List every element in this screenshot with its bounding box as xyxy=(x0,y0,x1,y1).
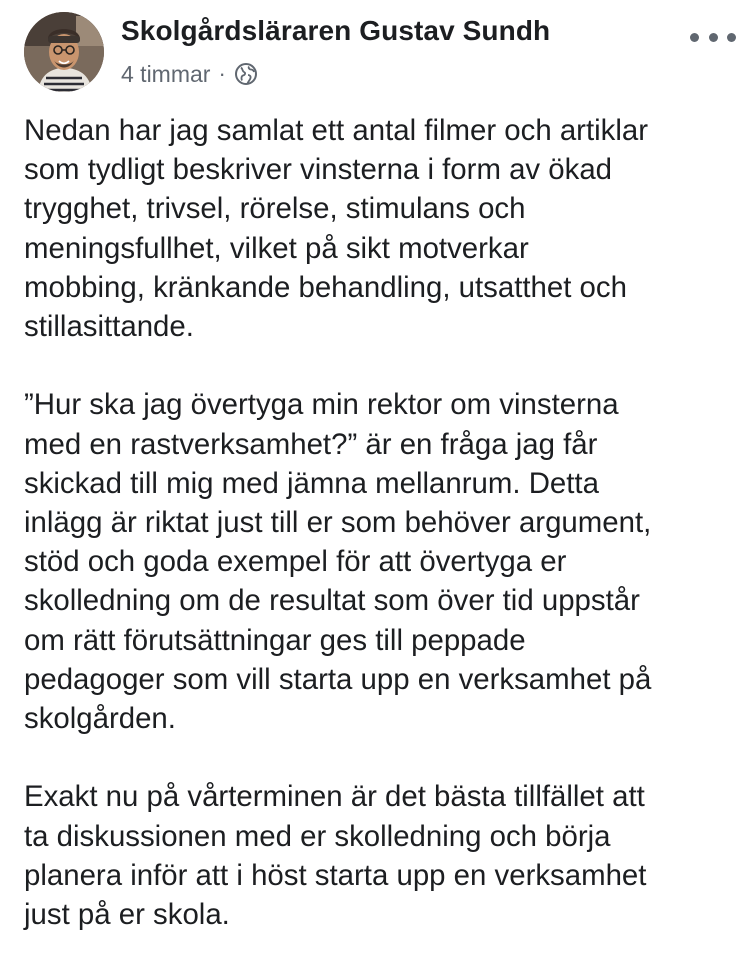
text-line: skolledning om de resultat som över tid uppstår xyxy=(24,584,640,618)
post-header xyxy=(0,0,750,100)
text-line: ”Hur ska jag övertyga min rektor om vinsterna xyxy=(24,388,619,422)
more-options-button[interactable] xyxy=(690,22,736,52)
text-line: just på er skola. xyxy=(24,898,230,932)
text-line: stillasittande. xyxy=(24,310,194,344)
text-line: ta diskussionen med er skolledning och börja xyxy=(24,819,611,853)
meta-separator: · xyxy=(218,61,226,86)
avatar-image xyxy=(24,12,104,92)
post-timestamp[interactable]: 4 timmar xyxy=(121,60,211,87)
text-line: skolgården. xyxy=(24,702,176,736)
text-line: som tydligt beskriver vinsterna i form av ökad xyxy=(24,153,613,187)
text-line: med en rastverksamhet?” är en fråga jag får xyxy=(24,427,598,461)
text-line: stöd och goda exempel för att övertyga er xyxy=(24,545,567,579)
post-body xyxy=(24,111,736,934)
text-line: Exakt nu på vårterminen är det bästa tillfället att xyxy=(24,780,645,814)
avatar[interactable] xyxy=(24,12,104,92)
more-horizontal-icon xyxy=(727,33,736,42)
post-paragraph xyxy=(24,777,736,934)
more-horizontal-icon xyxy=(709,33,718,42)
author-name[interactable]: Skolgårdsläraren Gustav Sundh xyxy=(121,15,551,46)
post-paragraph xyxy=(24,385,736,738)
text-line: planera inför att i höst starta upp en verksamhet xyxy=(24,858,647,892)
text-line: inlägg är riktat just till er som behöver argument, xyxy=(24,506,652,540)
more-horizontal-icon xyxy=(690,33,699,42)
text-line: meningsfullhet, vilket på sikt motverkar xyxy=(24,231,529,265)
text-line: pedagoger som vill starta upp en verksamhet på xyxy=(24,662,652,696)
text-line: trygghet, trivsel, rörelse, stimulans och xyxy=(24,192,526,226)
text-line: Nedan har jag samlat ett antal filmer och artiklar xyxy=(24,114,649,147)
post-meta xyxy=(121,58,258,90)
text-line: mobbing, kränkande behandling, utsatthet och xyxy=(24,270,627,304)
text-line: skickad till mig med jämna mellanrum. Detta xyxy=(24,466,599,500)
text-line: om rätt förutsättningar ges till peppade xyxy=(24,623,526,657)
globe-icon[interactable] xyxy=(234,62,258,86)
post-paragraph xyxy=(24,111,736,346)
